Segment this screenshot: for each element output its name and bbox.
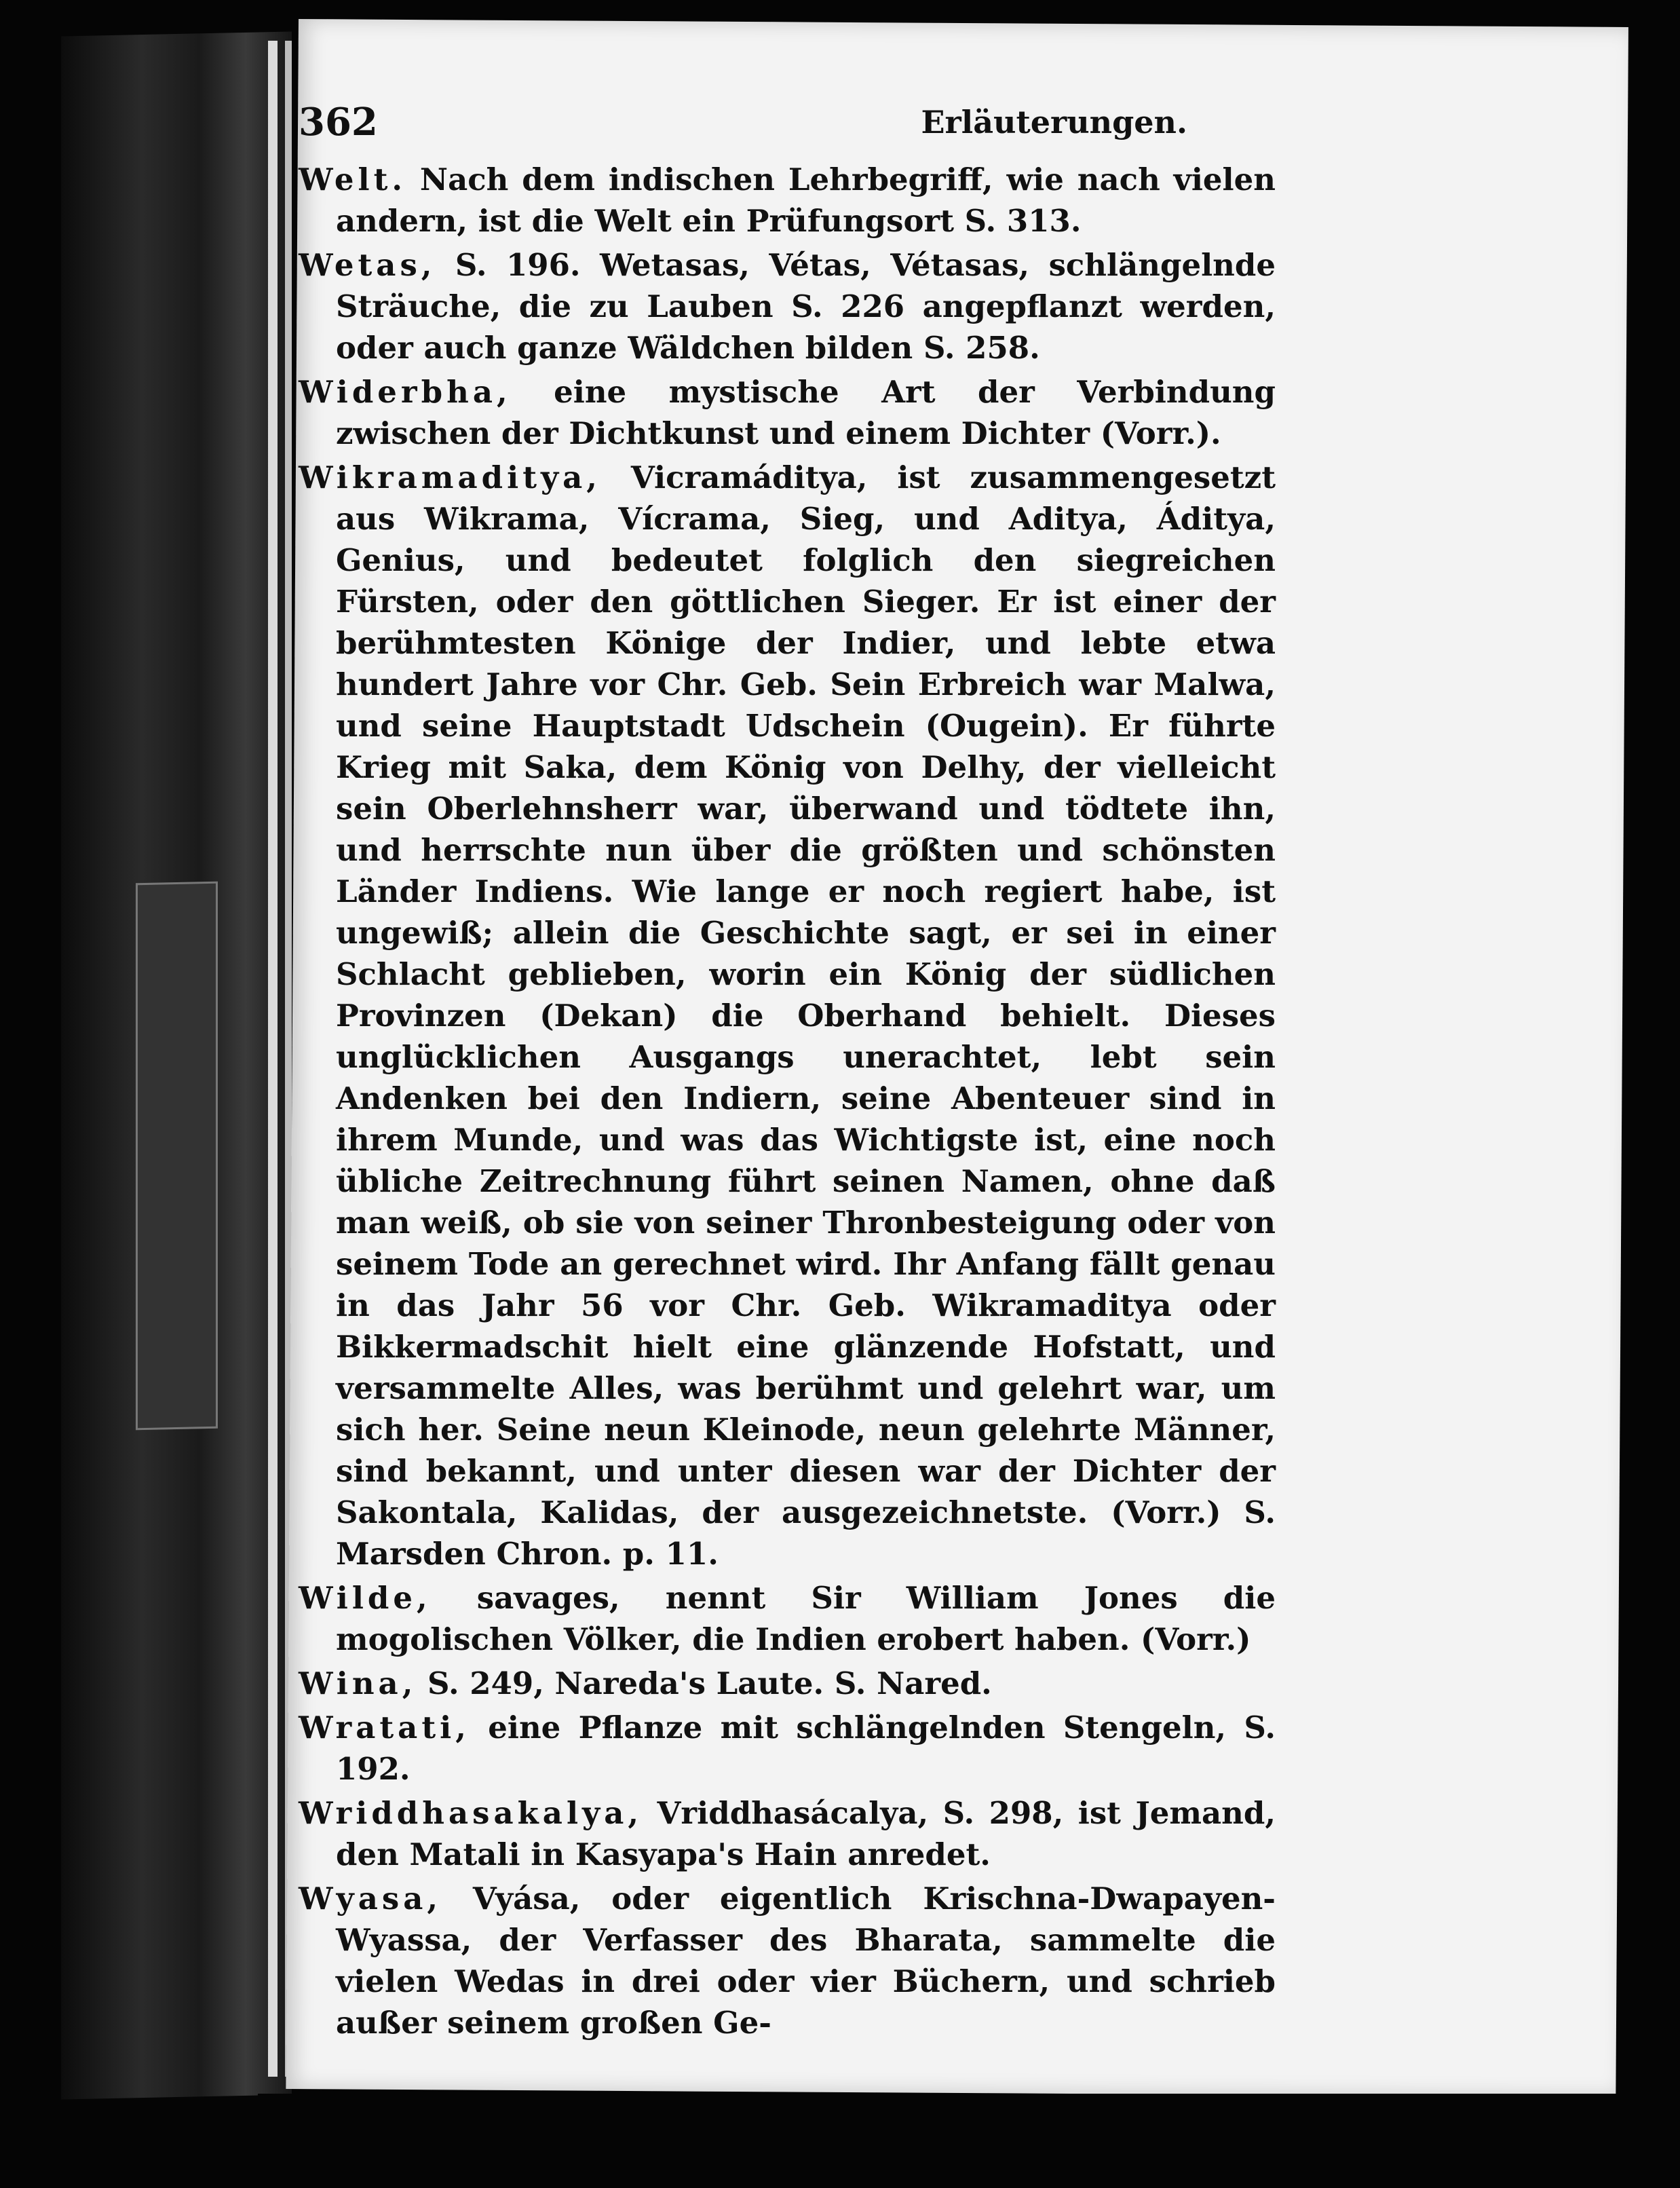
entry-text: eine Pflanze mit schlängelnden Stengeln, S. 192. xyxy=(336,1710,1276,1787)
entry-headword: Wriddhasakalya, xyxy=(299,1795,643,1831)
top-shadow xyxy=(258,0,1680,20)
entry-headword: Wina, xyxy=(299,1665,417,1701)
entry-text: S. 196. Wetasas, Vétas, Vétasas, schlängelnde Sträuche, die zu Lauben S. 226 angepflanzt werden, oder auch ganze Wäldchen bilden S. 258. xyxy=(336,247,1276,366)
bottom-shadow xyxy=(258,2094,1680,2188)
entry-text: Vriddhasácalya, S. 298, ist Jemand, den Matali in Kasyapa's Hain anredet. xyxy=(336,1795,1276,1872)
entry-text: S. 249, Nareda's Laute. S. Nared. xyxy=(417,1665,992,1701)
spine-label xyxy=(136,882,218,1431)
entry-text: Vyása, oder eigentlich Krischna-Dwapayen-Wyassa, der Verfasser des Bharata, sammelte die vielen Wedas in drei oder vier Büchern, und schrieb außer seinem großen Ge- xyxy=(336,1881,1276,2041)
glossary-entry xyxy=(299,244,1276,369)
glossary-entry xyxy=(299,1707,1276,1790)
entry-text: eine mystische Art der Verbindung zwischen der Dichtkunst und einem Dichter (Vorr.). xyxy=(336,374,1276,451)
page-edge xyxy=(268,41,278,2077)
page-content xyxy=(299,102,1276,2046)
entry-text: Nach dem indischen Lehrbegriff, wie nach vielen andern, ist die Welt ein Prüfungsort S. 313. xyxy=(336,162,1276,239)
glossary-entry xyxy=(299,457,1276,1574)
entry-text: savages, nennt Sir William Jones die mogolischen Völker, die Indien erobert haben. (Vorr.) xyxy=(336,1580,1276,1657)
entry-headword: Wratati, xyxy=(299,1710,470,1746)
glossary-entry xyxy=(299,371,1276,454)
entry-headword: Wetas, xyxy=(299,247,436,283)
page-number: 362 xyxy=(299,100,378,145)
entry-text: Vicramáditya, ist zusammengesetzt aus Wikrama, Vícrama, Sieg, und Aditya, Áditya, Genius, und bedeutet folglich den siegreichen Fürsten, oder den göttlichen Sieger. Er ist einer der berühmtesten Könige der Indier, und lebte etwa hundert Jahre vor Chr. Geb. Sein Erbreich war Malwa, und seine Hauptstadt Udschein (Ougein). Er führte Krieg mit Saka, dem König von Delhy, der vielleicht sein Oberlehnsherr war, überwand und tödtete ihn, und herrschte nun über die größten und schönsten Länder Indiens. Wie lange er noch regiert habe, ist ungewiß; allein die Geschichte sagt, er sei in einer Schlacht geblieben, worin ein König der südlichen Provinzen (Dekan) die Oberhand behielt. Dieses unglücklichen Ausgangs unerachtet, lebt sein Andenken bei den Indiern, seine Abenteuer sind in ihrem Munde, und was das Wichtigste ist, eine noch übliche Zeitrechnung führt seinen Namen, ohne daß man weiß, ob sie von seiner Thronbesteigung oder von seinem Tode an gerechnet wird. Ihr Anfang fällt genau in das Jahr 56 vor Chr. Geb. Wikramaditya oder Bikkermadschit hielt eine glänzende Hofstatt, und versammelte Alles, was berühmt und gelehrt war, um sich her. Seine neun Kleinode, neun gelehrte Männer, sind bekannt, und unter diesen war der Dichter der Sakontala, Kalidas, der ausgezeichnetste. (Vorr.) S. Marsden Chron. p. 11. xyxy=(336,459,1276,1572)
glossary-entry xyxy=(299,1792,1276,1875)
running-head: Erläuterungen. xyxy=(921,104,1187,140)
entry-headword: Wyasa, xyxy=(299,1881,442,1917)
entry-headword: Welt. xyxy=(299,162,407,197)
entry-headword: Widerbha, xyxy=(299,374,512,410)
glossary-entry xyxy=(299,1663,1276,1704)
glossary-entry xyxy=(299,159,1276,242)
glossary-entry xyxy=(299,1878,1276,2043)
entry-headword: Wilde, xyxy=(299,1580,432,1616)
entry-headword: Wikramaditya, xyxy=(299,459,601,495)
page-header xyxy=(299,102,1276,156)
glossary-entry xyxy=(299,1577,1276,1660)
